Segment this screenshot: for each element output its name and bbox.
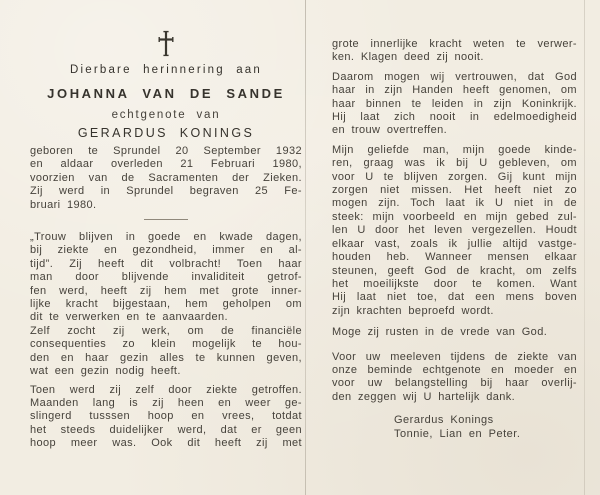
- text-line: en trouw overtreffen.: [332, 124, 448, 137]
- text-line: lijke kracht bijgestaan, hem geholpen om: [30, 298, 302, 311]
- text-line: dit te verwerken en te aanvaarden.: [30, 311, 228, 324]
- text-line: fen werd, heeft zij hem met grote inner-: [30, 284, 302, 297]
- text-line: mogen zijn. Toch laat ik U niet in de: [332, 197, 577, 210]
- text-line: slingerd tusssen hoop en vrees, totdat: [30, 410, 302, 423]
- text-line: Mijn geliefde man, mijn goede kinde-: [332, 143, 577, 156]
- text-line: ken. Klagen deed zij nooit.: [332, 51, 484, 64]
- text-line: het moeilijkste door te komen. Want: [332, 277, 577, 290]
- signature-block: [394, 414, 577, 441]
- paragraph: [30, 384, 302, 451]
- relation-line: echtgenote van: [111, 109, 221, 121]
- text-line: en aldaar overleden 21 Februari 1980,: [30, 158, 302, 171]
- text-line: grote innerlijke kracht weten te verwer-: [332, 38, 577, 50]
- text-line: steek: mijn voorbeeld en mijn gebed zul-: [332, 210, 577, 223]
- paragraph: [332, 326, 577, 339]
- right-body-paragraphs: [332, 38, 577, 404]
- text-line: elkaar vast, zoals ik jullie altijd vastge-: [332, 237, 577, 250]
- left-intro-paragraph: [30, 145, 302, 212]
- page-edge-line: [584, 0, 585, 495]
- text-line: houden heb. Wanneer mensen elkaar: [332, 251, 577, 264]
- text-line: voor U te blijven zorgen. Gij kunt mijn: [332, 170, 577, 183]
- text-line: zijn krachten beproefd wordt.: [332, 304, 494, 317]
- deceased-name: JOHANNA VAN DE SANDE: [47, 86, 285, 101]
- text-line: Maanden lang is zij heen en weer ge-: [30, 396, 302, 409]
- intro-line: Dierbare herinnering aan: [69, 64, 263, 76]
- spouse-name: GERARDUS KONINGS: [77, 126, 255, 140]
- text-line: consequenties zo klein mogelijk te hou-: [30, 338, 302, 351]
- paragraph: [30, 325, 302, 379]
- right-page: [332, 38, 577, 441]
- text-line: Voor uw meeleven tijdens de ziekte van: [332, 350, 577, 363]
- text-line: Zelf zocht zij werk, om de financiële: [30, 324, 302, 337]
- section-divider: [144, 219, 188, 220]
- left-page: [30, 30, 302, 451]
- text-line: Hij laat niet toe, dat een mens boven: [332, 291, 577, 304]
- text-line: len U door het leven vergezellen. Houdt: [332, 224, 577, 237]
- text-line: Toen werd zij zelf door ziekte getroffen.: [30, 383, 302, 396]
- text-line: ren, graag was ik bij U gebleven, om: [332, 157, 577, 170]
- text-line: hoop meer was. Ook dit heeft zij met: [30, 437, 302, 450]
- text-line: haar binnen te leiden in zijn Koninkrijk.: [332, 97, 577, 110]
- text-line: bij ziekte en gezondheid, immer en al-: [30, 244, 302, 257]
- text-line: Daarom mogen wij vertrouwen, dat God: [332, 70, 577, 83]
- text-line: geboren te Sprundel 20 September 1932: [30, 145, 302, 157]
- text-line: den en haar gezin alles te kunnen geven,: [30, 351, 302, 364]
- signature-line: Gerardus Konings: [394, 414, 494, 427]
- paragraph: [332, 71, 577, 138]
- paragraph: [332, 144, 577, 318]
- latin-cross-icon: [155, 30, 177, 57]
- text-line: het steeds duidelijker werd, dat er geen: [30, 423, 302, 436]
- text-line: steunen, geeft God de kracht, om zelfs: [332, 264, 577, 277]
- text-line: „Trouw blijven in goede en kwade dagen,: [30, 231, 302, 244]
- signature-line: Tonnie, Lian en Peter.: [394, 427, 521, 440]
- paragraph: [332, 351, 577, 405]
- text-line: voorzien van de Sacramenten der Zieken.: [30, 171, 302, 184]
- text-line: voor uw belangstelling bij haar overlij-: [332, 377, 577, 390]
- paragraph: [30, 231, 302, 325]
- text-line: Zij werd in Sprundel begraven 25 Fe-: [30, 185, 302, 198]
- text-line: tijd”. Zij heeft dit volbracht! Toen haar: [30, 257, 302, 270]
- page-fold-line: [305, 0, 306, 495]
- left-body-paragraphs: [30, 231, 302, 451]
- text-line: Hij laat zich nooit in edelmoedigheid: [332, 111, 577, 124]
- paragraph: [332, 38, 577, 65]
- text-line: haar in zijn Handen heeft genomen, om: [332, 84, 577, 97]
- text-line: onze beminde echtgenote en moeder en: [332, 363, 577, 376]
- text-line: Moge zij rusten in de vrede van God.: [332, 326, 548, 339]
- text-line: den zeggen wij U hartelijk dank.: [332, 390, 516, 403]
- paragraph: [30, 145, 302, 212]
- text-line: wat een gezin nodig heeft.: [30, 365, 181, 378]
- text-line: zorgen niet missen. Het heeft niet zo: [332, 184, 577, 197]
- text-line: bruari 1980.: [30, 198, 97, 211]
- text-line: man door blijvende invaliditeit getrof-: [30, 271, 302, 284]
